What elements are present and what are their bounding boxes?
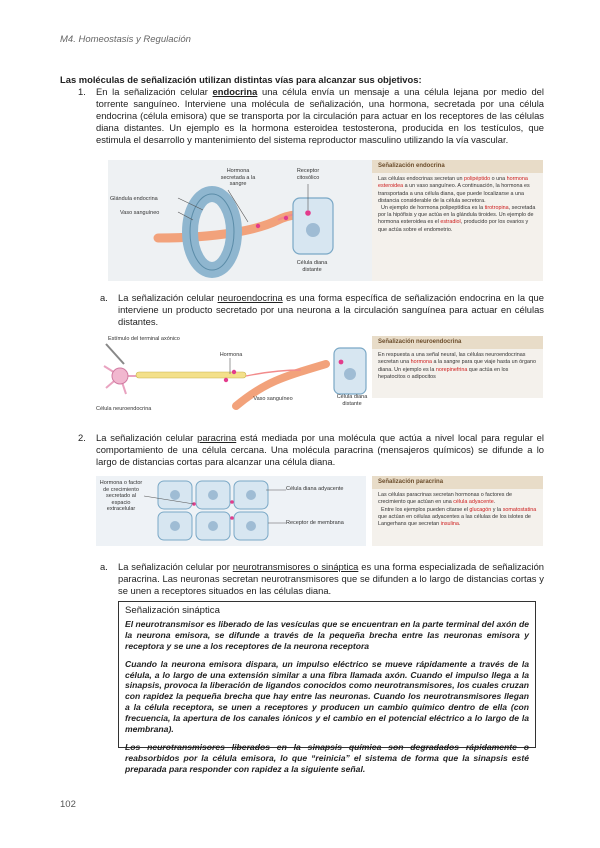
item-neuroendocrine	[100, 292, 544, 328]
keyword: glucagón	[469, 506, 492, 513]
label-celula: Célula diana adyacente	[286, 486, 344, 492]
term-paracrina: paracrina	[197, 432, 237, 443]
panel-span: a la sangre para que viaje hasta un órgano diana. Un ejemplo es la	[378, 359, 536, 373]
keyword: tirotropina	[484, 205, 509, 212]
term-endocrina: endocrina	[212, 86, 258, 97]
label-estimulo: Estímulo del terminal axónico	[108, 336, 180, 342]
panel-span: y la	[491, 506, 503, 513]
label-celula: Célula diana distante	[336, 394, 368, 407]
box-paragraph: El neurotransmisor es liberado de las vesículas que se encuentran en la parte terminal del axón de la neurona emisora, se difunde a través de la pequeña brecha entre las neuronas emisora y receptora y se une a los receptores de la neurona receptora	[125, 618, 529, 651]
label-hormona: Hormona secretada a la sangre	[220, 168, 256, 188]
panel-span: .	[458, 521, 461, 528]
item-number: a.	[100, 292, 108, 303]
panel-span: a un vaso sanguíneo. A continuación, la hormona es transportada a una célula diana, que puede localizarse a una distancia considerable de la célula secretora.	[378, 183, 530, 204]
label-receptor: Receptor de membrana	[286, 520, 344, 526]
panel-span: .	[493, 499, 496, 506]
item-text-pre: La señalización celular por	[118, 561, 233, 572]
panel-span: o una	[490, 176, 507, 183]
box-paragraph: Cuando la neurona emisora dispara, un impulso eléctrico se mueve rápidamente a través de la célula, a lo largo de una extensión similar a una fibra llamada axón. Cuando el impulso llega a la sinapsis, provoca la liberación de ligandos conocidos como neurotransmisores, los cuales cruzan con rapidez la pequeña brecha que hay entre las neuronas. Cuando los neurotransmisores llegan a la célula receptora, se unen a receptores y producen un cambio químico dentro de ella (con frecuencia, la apertura de los canales iónicos y el cambio en el potencial eléctrico a lo largo de la membrana).	[125, 658, 529, 735]
item-synaptic	[100, 561, 545, 597]
panel-span: que actúa en los hepatocitos o adipocitos	[378, 366, 509, 380]
panel-title: Señalización neuroendocrina	[372, 336, 543, 349]
keyword: norepinefrina	[435, 366, 468, 373]
label-celula: Célula diana distante	[296, 260, 328, 273]
panel-span: Entre los ejemplos pueden citarse el	[381, 506, 470, 513]
label-vaso: Vaso sanguíneo	[253, 396, 293, 402]
label-hormona: Hormona o factor de crecimiento secretado al espacio extracelular	[99, 480, 143, 513]
label-neurona: Célula neuroendocrina	[96, 406, 152, 412]
paracrine-figure	[96, 476, 543, 546]
item-text-pre: En la señalización celular	[96, 86, 213, 97]
keyword: insulina	[440, 521, 459, 528]
paracrine-panel	[372, 476, 543, 546]
neuroendocrine-panel	[372, 336, 543, 398]
label-glandula: Glándula endocrina	[110, 196, 158, 202]
panel-title: Señalización paracrina	[372, 476, 543, 489]
term-sinaptica: neurotransmisores o sináptica	[232, 561, 359, 572]
panel-span: En respuesta a una señal neural, las células neuroendocrinas secretan una	[378, 352, 526, 366]
label-receptor: Receptor citosólico	[296, 168, 320, 181]
keyword: célula adyacente	[453, 499, 494, 506]
running-header: M4. Homeostasis y Regulación	[60, 34, 191, 45]
keyword: somatostatina	[502, 506, 537, 513]
panel-span: que actúan en células adyacentes a las células de los islotes de Langerhans que secretan	[378, 513, 531, 528]
panel-text	[372, 489, 543, 531]
keyword: hormona	[410, 359, 432, 366]
label-hormona: Hormona	[219, 352, 243, 358]
panel-text	[372, 173, 543, 237]
endocrine-figure	[108, 160, 543, 281]
page-number: 102	[60, 799, 76, 810]
panel-span: , producido por los ovarios y que actúa sobre el endometrio.	[378, 219, 529, 233]
item-text-pre: La señalización celular	[96, 432, 198, 443]
panel-span: Un ejemplo de hormona polipeptídica es la	[381, 205, 485, 212]
box-title: Señalización sináptica	[125, 605, 220, 616]
item-number: a.	[100, 561, 108, 572]
intro-text: Las moléculas de señalización utilizan distintas vías para alcanzar sus objetivos:	[60, 74, 422, 85]
item-text-post: una célula envía un mensaje a una célula lejana por medio del torrente sanguíneo. Interviene una molécula de señalización, una hormona, secretada por una célula endocrina (célula emisora) que se transporta por la circulación para actuar en los receptores de las células diana distantes. Un ejemplo es la hormona esteroidea testosterona, producida en los testículos, que estimula el desarrollo y mantenimiento del sistema reproductor masculino utilizando la vía vascular.	[96, 86, 544, 145]
item-endocrine	[78, 86, 544, 146]
item-paracrine	[78, 432, 544, 468]
panel-span: Las células paracrinas secretan hormonas o factores de crecimiento que actúan en una	[378, 492, 512, 506]
label-vaso: Vaso sanguíneo	[120, 210, 160, 216]
keyword: polipéptido	[464, 176, 491, 183]
neuroendocrine-figure	[96, 336, 543, 416]
item-text-post: es una forma específica de señalización endocrina en la que interviene un producto secretado por una neurona a la circulación sanguínea para actuar en células distantes.	[118, 292, 544, 327]
item-text-post: está mediada por una molécula que actúa a nivel local para regular el comportamiento de una célula cercana. Una molécula paracrina (mensajeros químicos) se difunde a lo largo de distancias cortas para alcanzar una célula diana.	[96, 432, 544, 467]
keyword: hormona esteroidea	[378, 176, 528, 190]
panel-title: Señalización endocrina	[372, 160, 543, 173]
box-paragraph: Los neurotransmisores liberados en la sinapsis química son degradados rápidamente o reabsorbidos por la célula emisora, lo que “reinicia” el sistema de forma que la sinapsis esté preparada para responder con rapidez a la siguiente señal.	[125, 741, 529, 774]
panel-span: Las células endocrinas secretan un	[378, 176, 465, 183]
keyword: estradiol	[440, 219, 461, 226]
synaptic-box	[118, 601, 536, 774]
item-number: 2.	[78, 432, 86, 443]
endocrine-panel	[372, 160, 543, 281]
panel-text	[372, 349, 543, 384]
panel-span: , secretada por la hipófisis y que actúa en la glándula tiroides. Un ejemplo de hormona esteroidea es el	[378, 205, 536, 226]
item-text-pre: La señalización celular	[118, 292, 218, 303]
item-text-post: es una forma especializada de señalización paracrina. Las neuronas secretan neurotransmisores que se difunden a lo largo de distancias cortas y se unen a receptores situados en las células diana.	[118, 561, 545, 596]
item-number: 1.	[78, 86, 86, 97]
term-neuroendocrina: neuroendocrina	[217, 292, 283, 303]
